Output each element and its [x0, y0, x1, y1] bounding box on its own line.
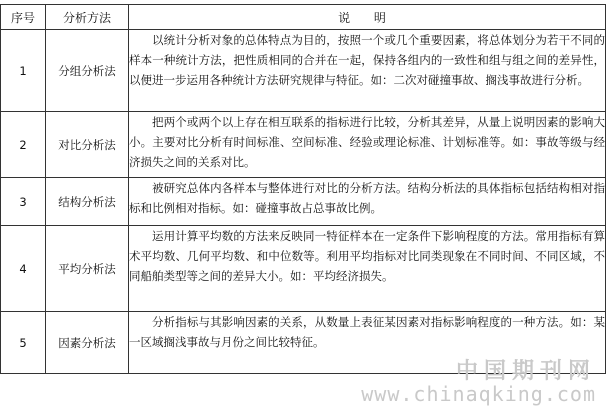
row-method-name: 对比分析法	[46, 112, 129, 178]
row-serial-number: 3	[1, 178, 46, 226]
row-serial-number: 1	[1, 30, 46, 112]
watermark-chinese: 中国期刊网	[455, 358, 596, 384]
row-method-name: 结构分析法	[46, 178, 129, 226]
row-description: 分析指标与其影响因素的关系，从数量上表征某因素对指标影响程度的一种方法。如：某一区域搁浅事故与月份之间比较特征。	[129, 315, 605, 349]
table-row	[1, 312, 606, 374]
row-serial-number: 2	[1, 112, 46, 178]
row-description-cell	[129, 226, 606, 312]
row-method-name: 因素分析法	[46, 312, 129, 374]
table-row	[1, 30, 606, 112]
header-description: 说 明	[129, 5, 606, 30]
row-description-cell	[129, 30, 606, 112]
row-serial-number: 4	[1, 226, 46, 312]
row-method-name: 平均分析法	[46, 226, 129, 312]
analysis-methods-table	[0, 4, 606, 374]
table-header-row	[1, 5, 606, 30]
row-description-cell	[129, 178, 606, 226]
row-description: 运用计算平均数的方法来反映同一特征样本在一定条件下影响程度的方法。常用指标有算术平均数、几何平均数、和中位数等。利用平均指标对比同类现象在不同时间、不同区域，不同船舶类型等之间的差异大小。如：平均经济损失。	[129, 229, 605, 283]
row-description: 被研究总体内各样本与整体进行对比的分析方法。结构分析法的具体指标包括结构相对指标和比例相对指标。如：碰撞事故占总事故比例。	[129, 181, 605, 215]
row-method-name: 分组分析法	[46, 30, 129, 112]
row-description-cell	[129, 112, 606, 178]
table-row	[1, 112, 606, 178]
row-description: 把两个或两个以上存在相互联系的指标进行比较，分析其差异，从量上说明因素的影响大小。主要对比分析有时间标准、空间标准、经验或理论标准、计划标准等。如：事故等级与经济损失之间的关系对比。	[129, 115, 605, 169]
table-row	[1, 226, 606, 312]
row-description: 以统计分析对象的总体特点为目的，按照一个或几个重要因素，将总体划分为若干不同的样本一种统计方法，把性质相同的合并在一起，保持各组内的一致性和组与组之间的差异性，以便进一步运用各种统计方法研究规律与特征。如：二次对碰撞事故、搁浅事故进行分析。	[129, 33, 605, 87]
table-row	[1, 178, 606, 226]
row-serial-number: 5	[1, 312, 46, 374]
watermark-url: www.chinaqking.com	[361, 382, 596, 406]
header-serial-number: 序号	[1, 5, 46, 30]
row-description-cell	[129, 312, 606, 374]
header-analysis-method: 分析方法	[46, 5, 129, 30]
